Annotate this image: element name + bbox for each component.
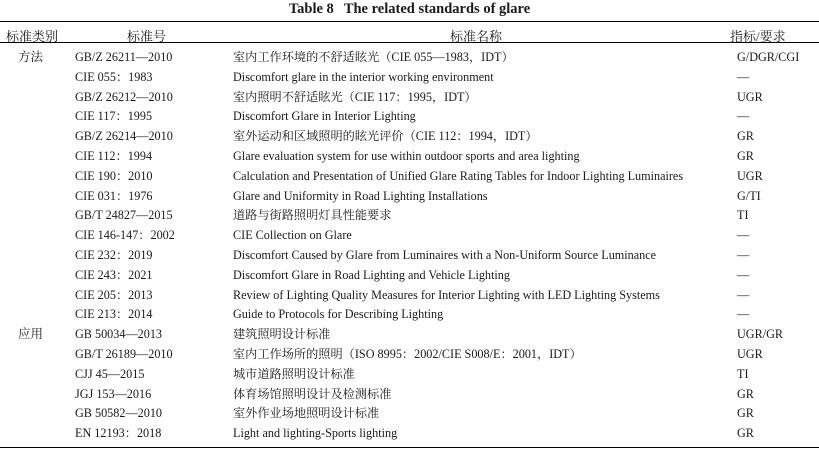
top-rule [0, 21, 819, 22]
row-code: GB/T 26189—2010 [75, 347, 173, 361]
row-name: Light and lighting-Sports lighting [233, 426, 398, 441]
table-row [0, 166, 819, 186]
table-row [0, 245, 819, 265]
table-row [0, 87, 819, 107]
table-row [0, 384, 819, 404]
row-name: Calculation and Presentation of Unified Glare Rating Tables for Indoor Lighting Luminaires [233, 168, 684, 183]
row-index: — [737, 109, 750, 124]
row-code: CIE 117：1995 [75, 109, 153, 124]
row-name: 体育场馆照明设计及检测标准 [233, 386, 392, 401]
row-index: — [737, 267, 750, 282]
table-row [0, 126, 819, 146]
row-index: TI [737, 366, 749, 381]
row-code: CIE 055：1983 [75, 69, 153, 84]
table-row [0, 285, 819, 305]
row-code: CIE 243：2021 [75, 267, 153, 282]
row-code: CJJ 45—2015 [75, 366, 145, 381]
row-name: Glare and Uniformity in Road Lighting Installations [233, 188, 488, 203]
table-row [0, 205, 819, 225]
row-code: GB/Z 26214—2010 [75, 129, 173, 144]
bottom-rule [0, 447, 819, 448]
row-index: UGR [737, 168, 763, 183]
table-number: Table 8 [288, 1, 334, 17]
row-index: — [737, 69, 750, 84]
row-code: CIE 031：1976 [75, 188, 153, 203]
row-name: Review of Lighting Quality Measures for Interior Lighting with LED Lighting Systems [233, 287, 660, 302]
row-name: 室内工作环境的不舒适眩光（CIE 055—1983，IDT） [233, 50, 514, 64]
row-index: UGR [737, 89, 763, 104]
row-code: JGJ 153—2016 [75, 386, 152, 401]
header-category: 标准类别 [6, 29, 59, 44]
header-name: 标准名称 [450, 29, 503, 44]
row-index: GR [737, 426, 754, 441]
row-code: CIE 190：2010 [75, 168, 153, 183]
row-name: Guide to Protocols for Describing Lighting [233, 307, 444, 322]
table-row [0, 106, 819, 126]
row-category: 方法 [18, 50, 44, 64]
table-row [0, 324, 819, 344]
row-code: CIE 112：1994 [75, 149, 153, 163]
header-rule [0, 42, 819, 43]
row-code: CIE 146-147：2002 [75, 228, 175, 243]
row-index: GR [737, 406, 754, 421]
row-name: Discomfort glare in the interior working environment [233, 69, 494, 84]
table-row [0, 225, 819, 245]
row-code: GB/Z 26212—2010 [75, 89, 173, 104]
row-index: UGR [737, 347, 763, 361]
table-row [0, 304, 819, 324]
row-name: Glare evaluation system for use within outdoor sports and area lighting [233, 149, 580, 163]
row-name: Discomfort Glare in Interior Lighting [233, 109, 416, 124]
header-index: 指标/要求 [730, 29, 786, 44]
row-category: 应用 [18, 327, 44, 342]
table-title: The related standards of glare [343, 1, 531, 17]
row-index: — [737, 307, 750, 322]
row-name: 室外运动和区域照明的眩光评价（CIE 112：1994，IDT） [233, 129, 538, 144]
row-name: Discomfort Glare in Road Lighting and Vehicle Lighting [233, 267, 510, 282]
row-code: GB 50034—2013 [75, 327, 163, 342]
row-code: CIE 213：2014 [75, 307, 153, 322]
row-index: GR [737, 129, 754, 144]
table-row [0, 186, 819, 206]
table-row [0, 265, 819, 285]
row-index: — [737, 287, 750, 302]
row-name: 道路与街路照明灯具性能要求 [233, 208, 392, 223]
table-row [0, 47, 819, 67]
row-code: EN 12193：2018 [75, 426, 162, 441]
table-caption [0, 1, 819, 18]
row-name: Discomfort Caused by Glare from Luminaires with a Non-Uniform Source Luminance [233, 248, 657, 262]
row-name: CIE Collection on Glare [233, 228, 352, 243]
row-name: 城市道路照明设计标准 [233, 366, 355, 381]
table-row [0, 344, 819, 364]
row-name: 室内照明不舒适眩光（CIE 117：1995，IDT） [233, 89, 477, 104]
row-index: — [737, 228, 750, 243]
row-code: CIE 205：2013 [75, 287, 153, 302]
row-code: GB/Z 26211—2010 [75, 50, 173, 64]
row-name: 建筑照明设计标准 [233, 327, 331, 342]
row-index: GR [737, 149, 754, 163]
row-index: UGR/GR [737, 327, 784, 342]
row-index: — [737, 248, 750, 262]
row-name: 室内工作场所的照明（ISO 8995：2002/CIE S008/E：2001，IDT） [233, 347, 582, 361]
row-index: G/TI [737, 188, 761, 203]
row-code: GB 50582—2010 [75, 406, 163, 421]
table-row [0, 67, 819, 87]
table-row [0, 403, 819, 423]
table-row [0, 146, 819, 166]
row-index: GR [737, 386, 754, 401]
table-row [0, 364, 819, 384]
header-code: 标准号 [127, 29, 167, 44]
table-row [0, 423, 819, 443]
row-code: GB/T 24827—2015 [75, 208, 173, 223]
row-index: TI [737, 208, 749, 223]
row-name: 室外作业场地照明设计标准 [233, 406, 380, 421]
row-index: G/DGR/CGI [737, 50, 800, 64]
row-code: CIE 232：2019 [75, 248, 153, 262]
